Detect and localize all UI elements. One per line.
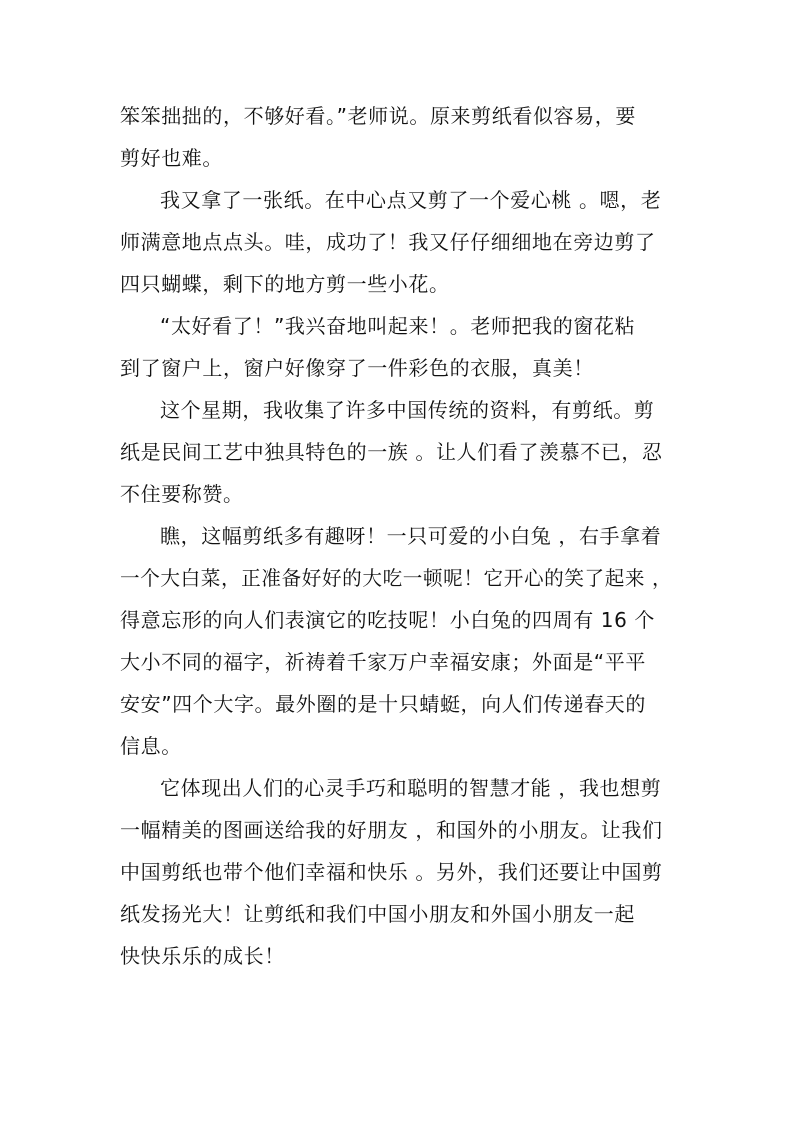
text-line: 这个星期，我收集了许多中国传统的资料，有剪纸。剪 — [160, 398, 655, 422]
text-line: 纸是民间工艺中独具特色的一族 。让人们看了羡慕不已，忍 — [120, 440, 663, 464]
text-line: 安安”四个大字。最外圈的是十只蜻蜓，向人们传递春天的 — [120, 692, 646, 716]
text-line: 我又拿了一张纸。在中心点又剪了一个爱心桃 。嗯，老 — [160, 188, 662, 212]
text-line: “太好看了！”我兴奋地叫起来！。老师把我的窗花粘 — [160, 314, 636, 338]
text-line: 中国剪纸也带个他们幸福和快乐 。另外，我们还要让中国剪 — [120, 860, 663, 884]
text-line: 师满意地点点头。哇，成功了！我又仔仔细细地在旁边剪了 — [120, 230, 656, 254]
text-line: 大小不同的福字，祈祷着千家万户幸福安康；外面是“平平 — [120, 650, 646, 674]
text-line: 一幅精美的图画送给我的好朋友 ，和国外的小朋友。让我们 — [120, 818, 663, 842]
text-line: 得意忘形的向人们表演它的吃技呢！小白兔的四周有 16 个 — [120, 608, 655, 632]
text-line: 不住要称赞。 — [120, 482, 244, 506]
text-line: 快快乐乐的成长！ — [120, 944, 285, 968]
text-line: 四只蝴蝶，剩下的地方剪一些小花。 — [120, 272, 450, 296]
text-line: 一个大白菜，正准备好好的大吃一顿呢！它开心的笑了起来 ， — [120, 566, 673, 590]
text-line: 剪好也难。 — [120, 146, 223, 170]
text-line: 信息。 — [120, 734, 182, 758]
text-line: 纸发扬光大！让剪纸和我们中国小朋友和外国小朋友一起 — [120, 902, 635, 926]
text-line: 它体现出人们的心灵手巧和聪明的智慧才能 ，我也想剪 — [160, 776, 662, 800]
text-line: 笨笨拙拙的，不够好看。”老师说。原来剪纸看似容易，要 — [120, 104, 636, 128]
text-line: 瞧，这幅剪纸多有趣呀！一只可爱的小白兔 ，右手拿着 — [160, 524, 662, 548]
text-line: 到了窗户上，窗户好像穿了一件彩色的衣服，真美！ — [120, 356, 594, 380]
